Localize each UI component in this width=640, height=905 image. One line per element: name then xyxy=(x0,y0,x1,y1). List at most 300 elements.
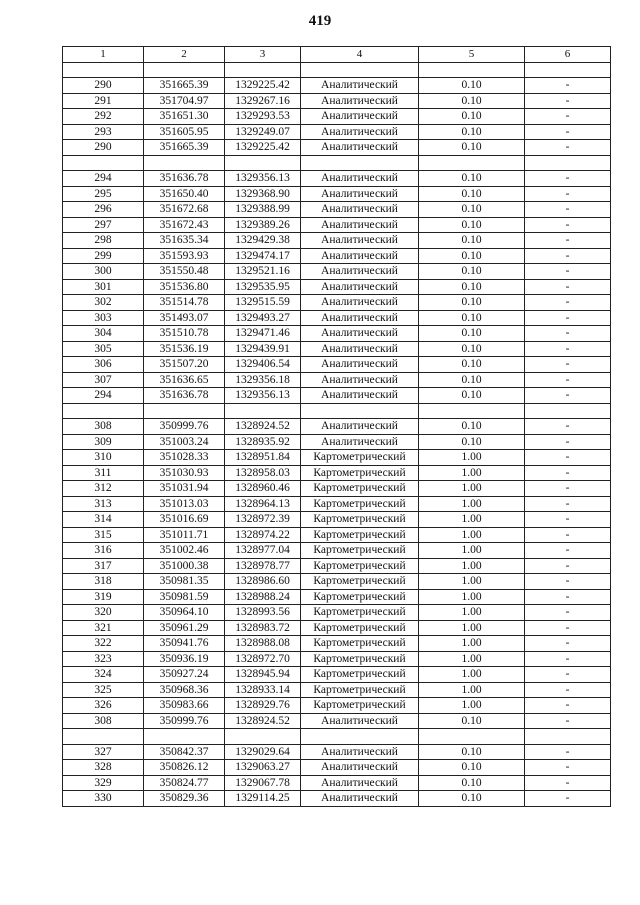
accuracy-cell: 1.00 xyxy=(419,543,525,559)
method-cell: Аналитический xyxy=(301,310,419,326)
method-cell: Картометрический xyxy=(301,682,419,698)
y-coordinate-cell: 1329389.26 xyxy=(225,217,301,233)
empty-cell xyxy=(525,729,611,745)
point-number-cell: 313 xyxy=(63,496,144,512)
x-coordinate-cell: 351550.48 xyxy=(144,264,225,280)
note-cell: - xyxy=(525,419,611,435)
table-row xyxy=(63,791,611,807)
x-coordinate-cell: 351016.69 xyxy=(144,512,225,528)
table-row xyxy=(63,78,611,94)
table-row xyxy=(63,605,611,621)
table-row xyxy=(63,465,611,481)
y-coordinate-cell: 1328993.56 xyxy=(225,605,301,621)
table-row xyxy=(63,620,611,636)
group-separator-row xyxy=(63,62,611,78)
accuracy-cell: 1.00 xyxy=(419,527,525,543)
empty-cell xyxy=(301,62,419,78)
accuracy-cell: 0.10 xyxy=(419,388,525,404)
x-coordinate-cell: 350829.36 xyxy=(144,791,225,807)
y-coordinate-cell: 1328986.60 xyxy=(225,574,301,590)
y-coordinate-cell: 1329067.78 xyxy=(225,775,301,791)
accuracy-cell: 0.10 xyxy=(419,186,525,202)
note-cell: - xyxy=(525,140,611,156)
x-coordinate-cell: 350941.76 xyxy=(144,636,225,652)
x-coordinate-cell: 350936.19 xyxy=(144,651,225,667)
table-row xyxy=(63,93,611,109)
note-cell: - xyxy=(525,791,611,807)
y-coordinate-cell: 1329515.59 xyxy=(225,295,301,311)
note-cell: - xyxy=(525,295,611,311)
method-cell: Картометрический xyxy=(301,620,419,636)
method-cell: Аналитический xyxy=(301,248,419,264)
column-header: 5 xyxy=(419,47,525,63)
table-row xyxy=(63,140,611,156)
point-number-cell: 330 xyxy=(63,791,144,807)
x-coordinate-cell: 351013.03 xyxy=(144,496,225,512)
method-cell: Аналитический xyxy=(301,372,419,388)
x-coordinate-cell: 351636.78 xyxy=(144,388,225,404)
y-coordinate-cell: 1328988.24 xyxy=(225,589,301,605)
table-row xyxy=(63,233,611,249)
point-number-cell: 290 xyxy=(63,140,144,156)
method-cell: Картометрический xyxy=(301,698,419,714)
y-coordinate-cell: 1328924.52 xyxy=(225,419,301,435)
y-coordinate-cell: 1329249.07 xyxy=(225,124,301,140)
accuracy-cell: 0.10 xyxy=(419,372,525,388)
point-number-cell: 325 xyxy=(63,682,144,698)
x-coordinate-cell: 351510.78 xyxy=(144,326,225,342)
empty-cell xyxy=(225,403,301,419)
y-coordinate-cell: 1328972.39 xyxy=(225,512,301,528)
y-coordinate-cell: 1329429.38 xyxy=(225,233,301,249)
empty-cell xyxy=(225,62,301,78)
table-row xyxy=(63,682,611,698)
point-number-cell: 294 xyxy=(63,171,144,187)
x-coordinate-cell: 351636.78 xyxy=(144,171,225,187)
accuracy-cell: 1.00 xyxy=(419,574,525,590)
accuracy-cell: 1.00 xyxy=(419,512,525,528)
y-coordinate-cell: 1328929.76 xyxy=(225,698,301,714)
empty-cell xyxy=(525,403,611,419)
x-coordinate-cell: 351650.40 xyxy=(144,186,225,202)
method-cell: Аналитический xyxy=(301,93,419,109)
x-coordinate-cell: 351672.43 xyxy=(144,217,225,233)
x-coordinate-cell: 351536.80 xyxy=(144,279,225,295)
method-cell: Аналитический xyxy=(301,341,419,357)
x-coordinate-cell: 351593.93 xyxy=(144,248,225,264)
x-coordinate-cell: 350824.77 xyxy=(144,775,225,791)
point-number-cell: 297 xyxy=(63,217,144,233)
note-cell: - xyxy=(525,543,611,559)
point-number-cell: 316 xyxy=(63,543,144,559)
table-row xyxy=(63,512,611,528)
y-coordinate-cell: 1329535.95 xyxy=(225,279,301,295)
y-coordinate-cell: 1328974.22 xyxy=(225,527,301,543)
accuracy-cell: 0.10 xyxy=(419,279,525,295)
empty-cell xyxy=(301,155,419,171)
method-cell: Аналитический xyxy=(301,78,419,94)
note-cell: - xyxy=(525,372,611,388)
note-cell: - xyxy=(525,713,611,729)
table-row xyxy=(63,124,611,140)
table-row xyxy=(63,543,611,559)
x-coordinate-cell: 351665.39 xyxy=(144,140,225,156)
method-cell: Аналитический xyxy=(301,109,419,125)
x-coordinate-cell: 351651.30 xyxy=(144,109,225,125)
accuracy-cell: 0.10 xyxy=(419,760,525,776)
note-cell: - xyxy=(525,93,611,109)
page-number: 419 xyxy=(308,13,332,29)
x-coordinate-cell: 351028.33 xyxy=(144,450,225,466)
point-number-cell: 321 xyxy=(63,620,144,636)
table-row xyxy=(63,264,611,280)
method-cell: Аналитический xyxy=(301,419,419,435)
note-cell: - xyxy=(525,186,611,202)
note-cell: - xyxy=(525,481,611,497)
accuracy-cell: 0.10 xyxy=(419,109,525,125)
point-number-cell: 311 xyxy=(63,465,144,481)
method-cell: Картометрический xyxy=(301,543,419,559)
x-coordinate-cell: 350968.36 xyxy=(144,682,225,698)
x-coordinate-cell: 351665.39 xyxy=(144,78,225,94)
method-cell: Картометрический xyxy=(301,512,419,528)
empty-cell xyxy=(225,729,301,745)
note-cell: - xyxy=(525,667,611,683)
point-number-cell: 326 xyxy=(63,698,144,714)
note-cell: - xyxy=(525,279,611,295)
note-cell: - xyxy=(525,341,611,357)
table-row xyxy=(63,667,611,683)
table-row xyxy=(63,202,611,218)
method-cell: Аналитический xyxy=(301,171,419,187)
method-cell: Аналитический xyxy=(301,775,419,791)
x-coordinate-cell: 350999.76 xyxy=(144,419,225,435)
note-cell: - xyxy=(525,450,611,466)
empty-cell xyxy=(525,62,611,78)
y-coordinate-cell: 1328964.13 xyxy=(225,496,301,512)
accuracy-cell: 1.00 xyxy=(419,620,525,636)
note-cell: - xyxy=(525,760,611,776)
x-coordinate-cell: 351704.97 xyxy=(144,93,225,109)
y-coordinate-cell: 1329225.42 xyxy=(225,140,301,156)
point-number-cell: 290 xyxy=(63,78,144,94)
table-row xyxy=(63,217,611,233)
method-cell: Аналитический xyxy=(301,124,419,140)
x-coordinate-cell: 350927.24 xyxy=(144,667,225,683)
table-row xyxy=(63,295,611,311)
note-cell: - xyxy=(525,496,611,512)
point-number-cell: 303 xyxy=(63,310,144,326)
column-header: 6 xyxy=(525,47,611,63)
empty-cell xyxy=(63,62,144,78)
note-cell: - xyxy=(525,605,611,621)
x-coordinate-cell: 350842.37 xyxy=(144,744,225,760)
accuracy-cell: 0.10 xyxy=(419,791,525,807)
empty-cell xyxy=(63,729,144,745)
method-cell: Аналитический xyxy=(301,388,419,404)
accuracy-cell: 0.10 xyxy=(419,248,525,264)
note-cell: - xyxy=(525,682,611,698)
point-number-cell: 293 xyxy=(63,124,144,140)
note-cell: - xyxy=(525,78,611,94)
method-cell: Картометрический xyxy=(301,558,419,574)
method-cell: Аналитический xyxy=(301,217,419,233)
empty-cell xyxy=(419,62,525,78)
method-cell: Аналитический xyxy=(301,357,419,373)
point-number-cell: 302 xyxy=(63,295,144,311)
table-row xyxy=(63,388,611,404)
method-cell: Аналитический xyxy=(301,744,419,760)
method-cell: Картометрический xyxy=(301,465,419,481)
accuracy-cell: 1.00 xyxy=(419,605,525,621)
table-row xyxy=(63,496,611,512)
note-cell: - xyxy=(525,465,611,481)
empty-cell xyxy=(63,403,144,419)
accuracy-cell: 1.00 xyxy=(419,589,525,605)
x-coordinate-cell: 350964.10 xyxy=(144,605,225,621)
point-number-cell: 319 xyxy=(63,589,144,605)
accuracy-cell: 0.10 xyxy=(419,202,525,218)
note-cell: - xyxy=(525,388,611,404)
empty-cell xyxy=(301,729,419,745)
note-cell: - xyxy=(525,217,611,233)
point-number-cell: 320 xyxy=(63,605,144,621)
point-number-cell: 304 xyxy=(63,326,144,342)
x-coordinate-cell: 351514.78 xyxy=(144,295,225,311)
accuracy-cell: 1.00 xyxy=(419,481,525,497)
accuracy-cell: 0.10 xyxy=(419,434,525,450)
note-cell: - xyxy=(525,636,611,652)
method-cell: Картометрический xyxy=(301,481,419,497)
x-coordinate-cell: 351030.93 xyxy=(144,465,225,481)
group-separator-row xyxy=(63,729,611,745)
y-coordinate-cell: 1328958.03 xyxy=(225,465,301,481)
empty-cell xyxy=(144,403,225,419)
note-cell: - xyxy=(525,124,611,140)
method-cell: Аналитический xyxy=(301,202,419,218)
accuracy-cell: 0.10 xyxy=(419,744,525,760)
table-row xyxy=(63,760,611,776)
x-coordinate-cell: 351605.95 xyxy=(144,124,225,140)
note-cell: - xyxy=(525,620,611,636)
y-coordinate-cell: 1329368.90 xyxy=(225,186,301,202)
point-number-cell: 309 xyxy=(63,434,144,450)
coordinates-table xyxy=(62,46,611,807)
note-cell: - xyxy=(525,589,611,605)
accuracy-cell: 1.00 xyxy=(419,667,525,683)
x-coordinate-cell: 350981.35 xyxy=(144,574,225,590)
note-cell: - xyxy=(525,558,611,574)
accuracy-cell: 1.00 xyxy=(419,682,525,698)
y-coordinate-cell: 1329267.16 xyxy=(225,93,301,109)
table-row xyxy=(63,372,611,388)
y-coordinate-cell: 1329474.17 xyxy=(225,248,301,264)
x-coordinate-cell: 351000.38 xyxy=(144,558,225,574)
accuracy-cell: 0.10 xyxy=(419,264,525,280)
y-coordinate-cell: 1329521.16 xyxy=(225,264,301,280)
y-coordinate-cell: 1328972.70 xyxy=(225,651,301,667)
note-cell: - xyxy=(525,775,611,791)
accuracy-cell: 1.00 xyxy=(419,496,525,512)
y-coordinate-cell: 1328933.14 xyxy=(225,682,301,698)
empty-cell xyxy=(144,155,225,171)
note-cell: - xyxy=(525,248,611,264)
accuracy-cell: 0.10 xyxy=(419,326,525,342)
point-number-cell: 295 xyxy=(63,186,144,202)
y-coordinate-cell: 1328988.08 xyxy=(225,636,301,652)
x-coordinate-cell: 350981.59 xyxy=(144,589,225,605)
accuracy-cell: 0.10 xyxy=(419,713,525,729)
point-number-cell: 312 xyxy=(63,481,144,497)
note-cell: - xyxy=(525,264,611,280)
table-row xyxy=(63,527,611,543)
point-number-cell: 328 xyxy=(63,760,144,776)
empty-cell xyxy=(144,729,225,745)
header-row xyxy=(63,47,611,63)
empty-cell xyxy=(225,155,301,171)
x-coordinate-cell: 351635.34 xyxy=(144,233,225,249)
column-header: 4 xyxy=(301,47,419,63)
note-cell: - xyxy=(525,651,611,667)
empty-cell xyxy=(419,729,525,745)
y-coordinate-cell: 1328983.72 xyxy=(225,620,301,636)
accuracy-cell: 0.10 xyxy=(419,171,525,187)
group-separator-row xyxy=(63,403,611,419)
table-row xyxy=(63,310,611,326)
method-cell: Картометрический xyxy=(301,589,419,605)
method-cell: Аналитический xyxy=(301,140,419,156)
point-number-cell: 324 xyxy=(63,667,144,683)
point-number-cell: 299 xyxy=(63,248,144,264)
note-cell: - xyxy=(525,357,611,373)
note-cell: - xyxy=(525,744,611,760)
method-cell: Картометрический xyxy=(301,450,419,466)
table-row xyxy=(63,248,611,264)
table-row xyxy=(63,341,611,357)
accuracy-cell: 0.10 xyxy=(419,341,525,357)
accuracy-cell: 1.00 xyxy=(419,651,525,667)
table-row xyxy=(63,698,611,714)
point-number-cell: 327 xyxy=(63,744,144,760)
method-cell: Аналитический xyxy=(301,295,419,311)
method-cell: Аналитический xyxy=(301,279,419,295)
note-cell: - xyxy=(525,233,611,249)
y-coordinate-cell: 1329293.53 xyxy=(225,109,301,125)
table-row xyxy=(63,326,611,342)
method-cell: Аналитический xyxy=(301,791,419,807)
note-cell: - xyxy=(525,310,611,326)
note-cell: - xyxy=(525,109,611,125)
accuracy-cell: 0.10 xyxy=(419,124,525,140)
accuracy-cell: 0.10 xyxy=(419,310,525,326)
method-cell: Картометрический xyxy=(301,651,419,667)
empty-cell xyxy=(419,155,525,171)
point-number-cell: 314 xyxy=(63,512,144,528)
column-header: 2 xyxy=(144,47,225,63)
y-coordinate-cell: 1328924.52 xyxy=(225,713,301,729)
point-number-cell: 310 xyxy=(63,450,144,466)
column-header: 1 xyxy=(63,47,144,63)
table-row xyxy=(63,775,611,791)
accuracy-cell: 0.10 xyxy=(419,357,525,373)
point-number-cell: 315 xyxy=(63,527,144,543)
point-number-cell: 305 xyxy=(63,341,144,357)
y-coordinate-cell: 1329114.25 xyxy=(225,791,301,807)
point-number-cell: 296 xyxy=(63,202,144,218)
y-coordinate-cell: 1329356.13 xyxy=(225,171,301,187)
point-number-cell: 308 xyxy=(63,713,144,729)
y-coordinate-cell: 1328935.92 xyxy=(225,434,301,450)
method-cell: Аналитический xyxy=(301,264,419,280)
group-separator-row xyxy=(63,155,611,171)
table-row xyxy=(63,481,611,497)
y-coordinate-cell: 1329063.27 xyxy=(225,760,301,776)
x-coordinate-cell: 351672.68 xyxy=(144,202,225,218)
note-cell: - xyxy=(525,574,611,590)
accuracy-cell: 0.10 xyxy=(419,140,525,156)
method-cell: Аналитический xyxy=(301,233,419,249)
accuracy-cell: 0.10 xyxy=(419,233,525,249)
empty-cell xyxy=(63,155,144,171)
empty-cell xyxy=(301,403,419,419)
y-coordinate-cell: 1329471.46 xyxy=(225,326,301,342)
y-coordinate-cell: 1328951.84 xyxy=(225,450,301,466)
accuracy-cell: 0.10 xyxy=(419,93,525,109)
point-number-cell: 317 xyxy=(63,558,144,574)
x-coordinate-cell: 351507.20 xyxy=(144,357,225,373)
note-cell: - xyxy=(525,326,611,342)
accuracy-cell: 0.10 xyxy=(419,78,525,94)
y-coordinate-cell: 1329356.18 xyxy=(225,372,301,388)
x-coordinate-cell: 350961.29 xyxy=(144,620,225,636)
y-coordinate-cell: 1329439.91 xyxy=(225,341,301,357)
method-cell: Аналитический xyxy=(301,434,419,450)
method-cell: Картометрический xyxy=(301,605,419,621)
x-coordinate-cell: 351536.19 xyxy=(144,341,225,357)
y-coordinate-cell: 1329029.64 xyxy=(225,744,301,760)
y-coordinate-cell: 1329406.54 xyxy=(225,357,301,373)
note-cell: - xyxy=(525,698,611,714)
y-coordinate-cell: 1329388.99 xyxy=(225,202,301,218)
table-row xyxy=(63,279,611,295)
table-row xyxy=(63,744,611,760)
method-cell: Картометрический xyxy=(301,574,419,590)
note-cell: - xyxy=(525,512,611,528)
accuracy-cell: 1.00 xyxy=(419,465,525,481)
table-row xyxy=(63,419,611,435)
y-coordinate-cell: 1328945.94 xyxy=(225,667,301,683)
note-cell: - xyxy=(525,202,611,218)
point-number-cell: 298 xyxy=(63,233,144,249)
y-coordinate-cell: 1329356.13 xyxy=(225,388,301,404)
x-coordinate-cell: 351011.71 xyxy=(144,527,225,543)
table-row xyxy=(63,450,611,466)
table-row xyxy=(63,574,611,590)
x-coordinate-cell: 351493.07 xyxy=(144,310,225,326)
empty-cell xyxy=(419,403,525,419)
x-coordinate-cell: 350983.66 xyxy=(144,698,225,714)
y-coordinate-cell: 1329493.27 xyxy=(225,310,301,326)
table-row xyxy=(63,589,611,605)
point-number-cell: 323 xyxy=(63,651,144,667)
point-number-cell: 300 xyxy=(63,264,144,280)
point-number-cell: 306 xyxy=(63,357,144,373)
x-coordinate-cell: 350999.76 xyxy=(144,713,225,729)
note-cell: - xyxy=(525,527,611,543)
accuracy-cell: 0.10 xyxy=(419,419,525,435)
x-coordinate-cell: 351636.65 xyxy=(144,372,225,388)
table-row xyxy=(63,713,611,729)
